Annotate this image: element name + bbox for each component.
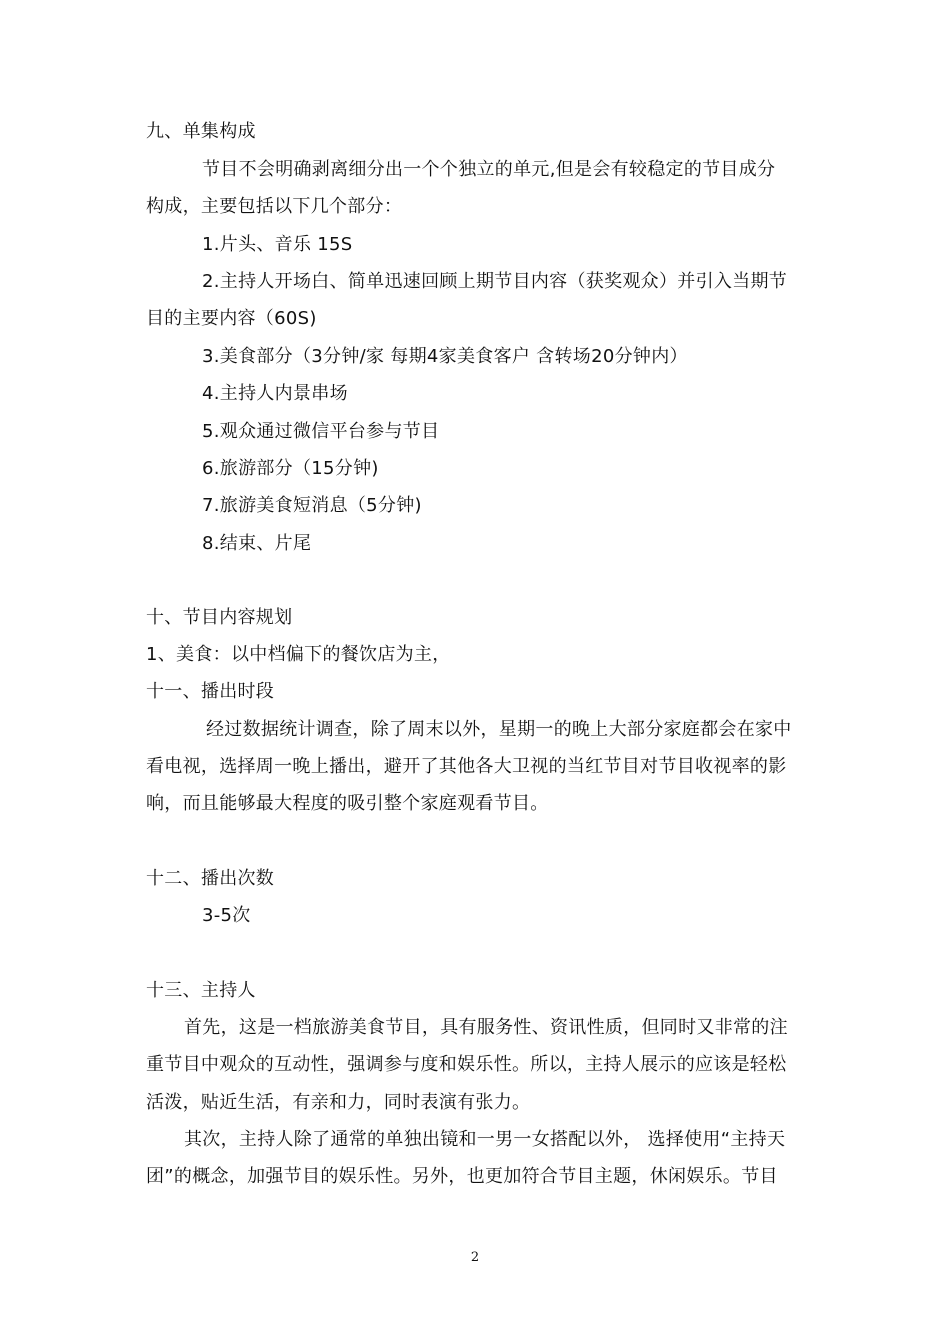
paragraph-line: 构成，主要包括以下几个部分：	[146, 196, 403, 217]
list-item: 4.主持人内景串场	[202, 383, 348, 404]
heading-section-11: 十一、播出时段	[146, 681, 275, 702]
paragraph-line: 团”的概念，加强节目的娱乐性。另外，也更加符合节目主题，休闲娱乐。节目	[146, 1166, 778, 1187]
list-item: 3.美食部分（3分钟/家 每期4家美食客户 含转场20分钟内）	[202, 346, 688, 367]
heading-section-10: 十、节目内容规划	[146, 607, 293, 628]
list-item: 8.结束、片尾	[202, 533, 312, 554]
paragraph-line: 1、美食：以中档偏下的餐饮店为主，	[146, 644, 451, 665]
list-item: 6.旅游部分（15分钟)	[202, 458, 379, 479]
list-item: 7.旅游美食短消息（5分钟)	[202, 495, 422, 516]
list-item: 1.片头、音乐 15S	[202, 234, 353, 255]
list-item: 目的主要内容（60S)	[146, 308, 317, 329]
paragraph-line: 看电视，选择周一晚上播出，避开了其他各大卫视的当红节目对节目收视率的影	[146, 756, 787, 777]
list-item: 2.主持人开场白、简单迅速回顾上期节目内容（获奖观众）并引入当期节	[202, 271, 788, 292]
paragraph-line: 响，而且能够最大程度的吸引整个家庭观看节目。	[146, 793, 549, 814]
heading-section-13: 十三、主持人	[146, 980, 256, 1001]
paragraph-line: 其次，主持人除了通常的单独出镜和一男一女搭配以外， 选择使用“主持天	[184, 1129, 786, 1150]
paragraph-line: 首先，这是一档旅游美食节目，具有服务性、资讯性质，但同时又非常的注	[184, 1017, 788, 1038]
list-item: 5.观众通过微信平台参与节目	[202, 421, 440, 442]
page-number: 2	[470, 1250, 480, 1265]
paragraph-line: 3-5次	[202, 905, 251, 926]
paragraph-line: 经过数据统计调查，除了周末以外，星期一的晚上大部分家庭都会在家中	[206, 719, 792, 740]
paragraph-line: 节目不会明确剥离细分出一个个独立的单元,但是会有较稳定的节目成分	[202, 159, 776, 180]
paragraph-line: 活泼，贴近生活，有亲和力，同时表演有张力。	[146, 1092, 531, 1113]
heading-section-9: 九、单集构成	[146, 121, 256, 142]
heading-section-12: 十二、播出次数	[146, 868, 275, 889]
paragraph-line: 重节目中观众的互动性，强调参与度和娱乐性。所以，主持人展示的应该是轻松	[146, 1054, 787, 1075]
